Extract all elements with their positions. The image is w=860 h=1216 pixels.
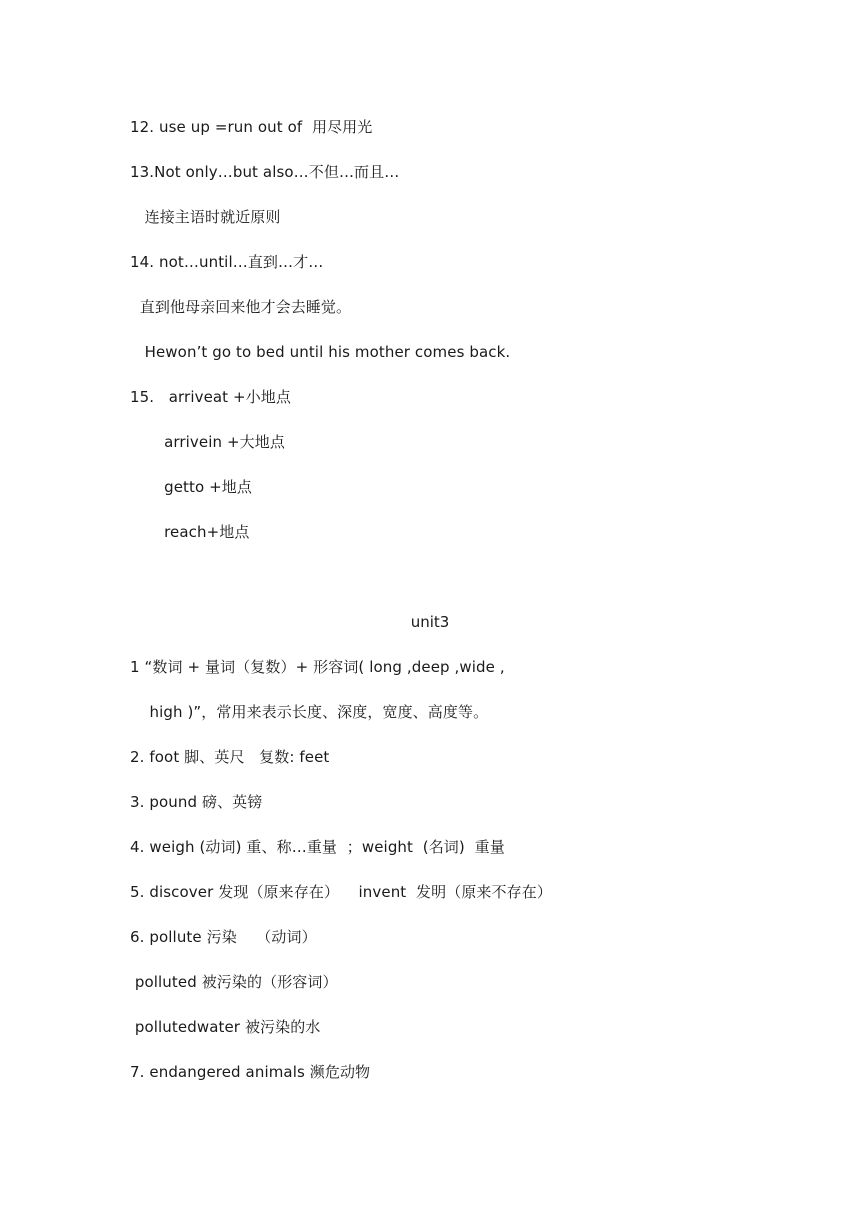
note-line: 12. use up =run out of 用尽用光 (130, 118, 373, 136)
note-line: 2. foot 脚、英尺 复数: feet (130, 748, 330, 766)
note-line: high )”，常用来表示长度、深度，宽度、高度等。 (130, 703, 489, 721)
note-line: 7. endangered animals 濒危动物 (130, 1063, 371, 1081)
note-line: 15. arriveat +小地点 (130, 388, 292, 406)
note-line: getto +地点 (130, 478, 253, 496)
note-line: reach+地点 (130, 523, 250, 541)
note-line: 6. pollute 污染 （动词） (130, 928, 317, 946)
note-line: 3. pound 磅、英镑 (130, 793, 263, 811)
note-line: 1 “数词 + 量词（复数）+ 形容词( long ,deep ,wide , (130, 658, 505, 676)
note-line: polluted 被污染的（形容词） (130, 973, 338, 991)
note-line: 连接主语时就近原则 (130, 208, 281, 226)
note-line: 4. weigh (动词) 重、称…重量 ；weight (名词) 重量 (130, 838, 505, 856)
note-line: 直到他母亲回来他才会去睡觉。 (130, 298, 352, 316)
note-line: 5. discover 发现（原来存在） invent 发明（原来不存在） (130, 883, 552, 901)
note-line: 13.Not only…but also…不但…而且… (130, 163, 400, 181)
note-line: Hewon’t go to bed until his mother comes back. (130, 343, 511, 361)
section-title: unit3 (410, 613, 450, 631)
note-line: arrivein +大地点 (130, 433, 285, 451)
note-line: 14. not…until…直到…才… (130, 253, 324, 271)
note-line: pollutedwater 被污染的水 (130, 1018, 321, 1036)
